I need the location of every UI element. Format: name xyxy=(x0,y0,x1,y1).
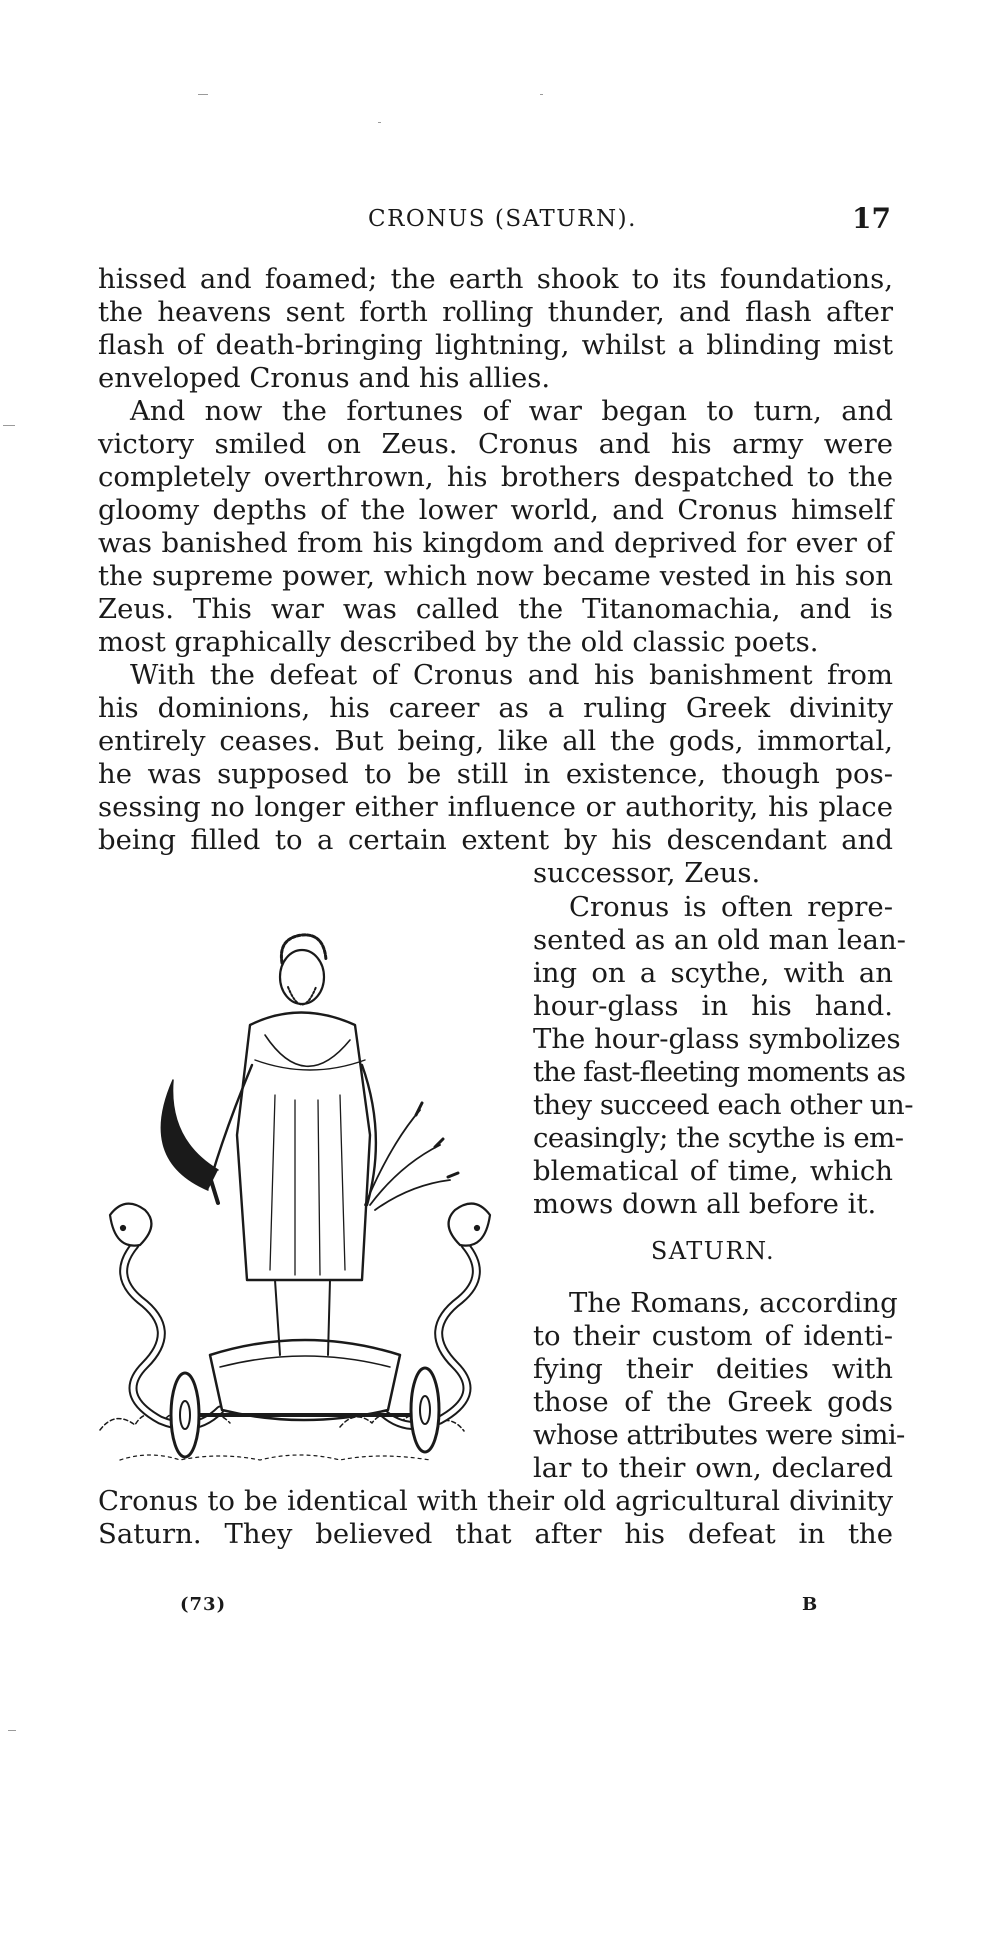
scan-speck xyxy=(3,425,15,426)
text-line: the heavens sent forth rolling thunder, and flash after xyxy=(98,296,893,328)
left-wheel xyxy=(171,1373,199,1457)
text-line: those of the Greek gods xyxy=(533,1386,893,1418)
scan-speck xyxy=(198,94,208,95)
text-line: enveloped Cronus and his allies. xyxy=(98,362,551,394)
text-line: his dominions, his career as a ruling Greek divinity xyxy=(98,692,893,724)
text-line: to their custom of identi- xyxy=(533,1320,893,1352)
gathering-letter: B xyxy=(802,1594,818,1615)
page-number: 17 xyxy=(852,202,891,235)
text-line: flash of death-bringing lightning, whilst a blinding mist xyxy=(98,329,893,361)
scan-speck xyxy=(8,1730,16,1731)
text-line: The hour-glass symbolizes xyxy=(533,1023,901,1055)
right-wheel xyxy=(411,1368,439,1452)
text-line: sessing no longer either influence or authority, his place xyxy=(98,791,893,823)
text-line: he was supposed to be still in existence, though pos- xyxy=(98,758,893,790)
chariot-body xyxy=(210,1340,400,1420)
running-head: CRONUS (SATURN). xyxy=(368,206,637,232)
text-line: Zeus. This war was called the Titanomachia, and is xyxy=(98,593,893,625)
text-line: mows down all before it. xyxy=(533,1188,877,1220)
text-line: successor, Zeus. xyxy=(533,857,761,889)
text-line: gloomy depths of the lower world, and Cronus himself xyxy=(98,494,893,526)
text-line: lar to their own, declared xyxy=(533,1452,893,1484)
text-line: ing on a scythe, with an xyxy=(533,957,893,989)
text-line: With the defeat of Cronus and his banishment from xyxy=(130,659,893,691)
wheat-sheaf xyxy=(365,1110,450,1210)
text-line: hour-glass in his hand. xyxy=(533,990,893,1022)
text-line: they succeed each other un- xyxy=(533,1089,914,1121)
text-line: blematical of time, which xyxy=(533,1155,893,1187)
text-line: Saturn. They believed that after his defeat in the xyxy=(98,1518,893,1550)
text-line: was banished from his kingdom and deprived for ever of xyxy=(98,527,893,559)
text-line: completely overthrown, his brothers despatched to the xyxy=(98,461,893,493)
text-line: fying their deities with xyxy=(533,1353,893,1385)
text-line: ceasingly; the scythe is em- xyxy=(533,1122,904,1154)
text-line: whose attributes were simi- xyxy=(533,1419,905,1451)
text-line: most graphically described by the old classic poets. xyxy=(98,626,819,658)
text-line: victory smiled on Zeus. Cronus and his army were xyxy=(98,428,893,460)
text-line: Cronus is often repre- xyxy=(569,891,893,923)
scan-speck xyxy=(378,122,381,123)
cronus-engraving xyxy=(90,915,510,1485)
section-subheading: SATURN. xyxy=(650,1237,776,1265)
cloud xyxy=(120,1455,430,1460)
scan-speck xyxy=(540,94,543,95)
text-line: the fast-fleeting moments as xyxy=(533,1056,906,1088)
signature-mark: (73) xyxy=(180,1594,227,1615)
cronus-head xyxy=(280,950,324,1004)
page-header xyxy=(98,202,893,242)
text-line: Cronus to be identical with their old agricultural divinity xyxy=(98,1485,893,1517)
text-line: the supreme power, which now became vested in his son xyxy=(98,560,893,592)
text-line: And now the fortunes of war began to turn, and xyxy=(130,395,893,427)
text-line: The Romans, according xyxy=(569,1287,898,1319)
text-line: sented as an old man lean- xyxy=(533,924,906,956)
text-line: hissed and foamed; the earth shook to its foundations, xyxy=(98,263,893,295)
left-serpent-head xyxy=(110,1204,151,1246)
robe xyxy=(237,1013,370,1281)
text-line: entirely ceases. But being, like all the gods, immortal, xyxy=(98,725,893,757)
right-serpent-head xyxy=(449,1204,490,1246)
sickle xyxy=(161,1080,218,1190)
text-line: being filled to a certain extent by his descendant and xyxy=(98,824,893,856)
